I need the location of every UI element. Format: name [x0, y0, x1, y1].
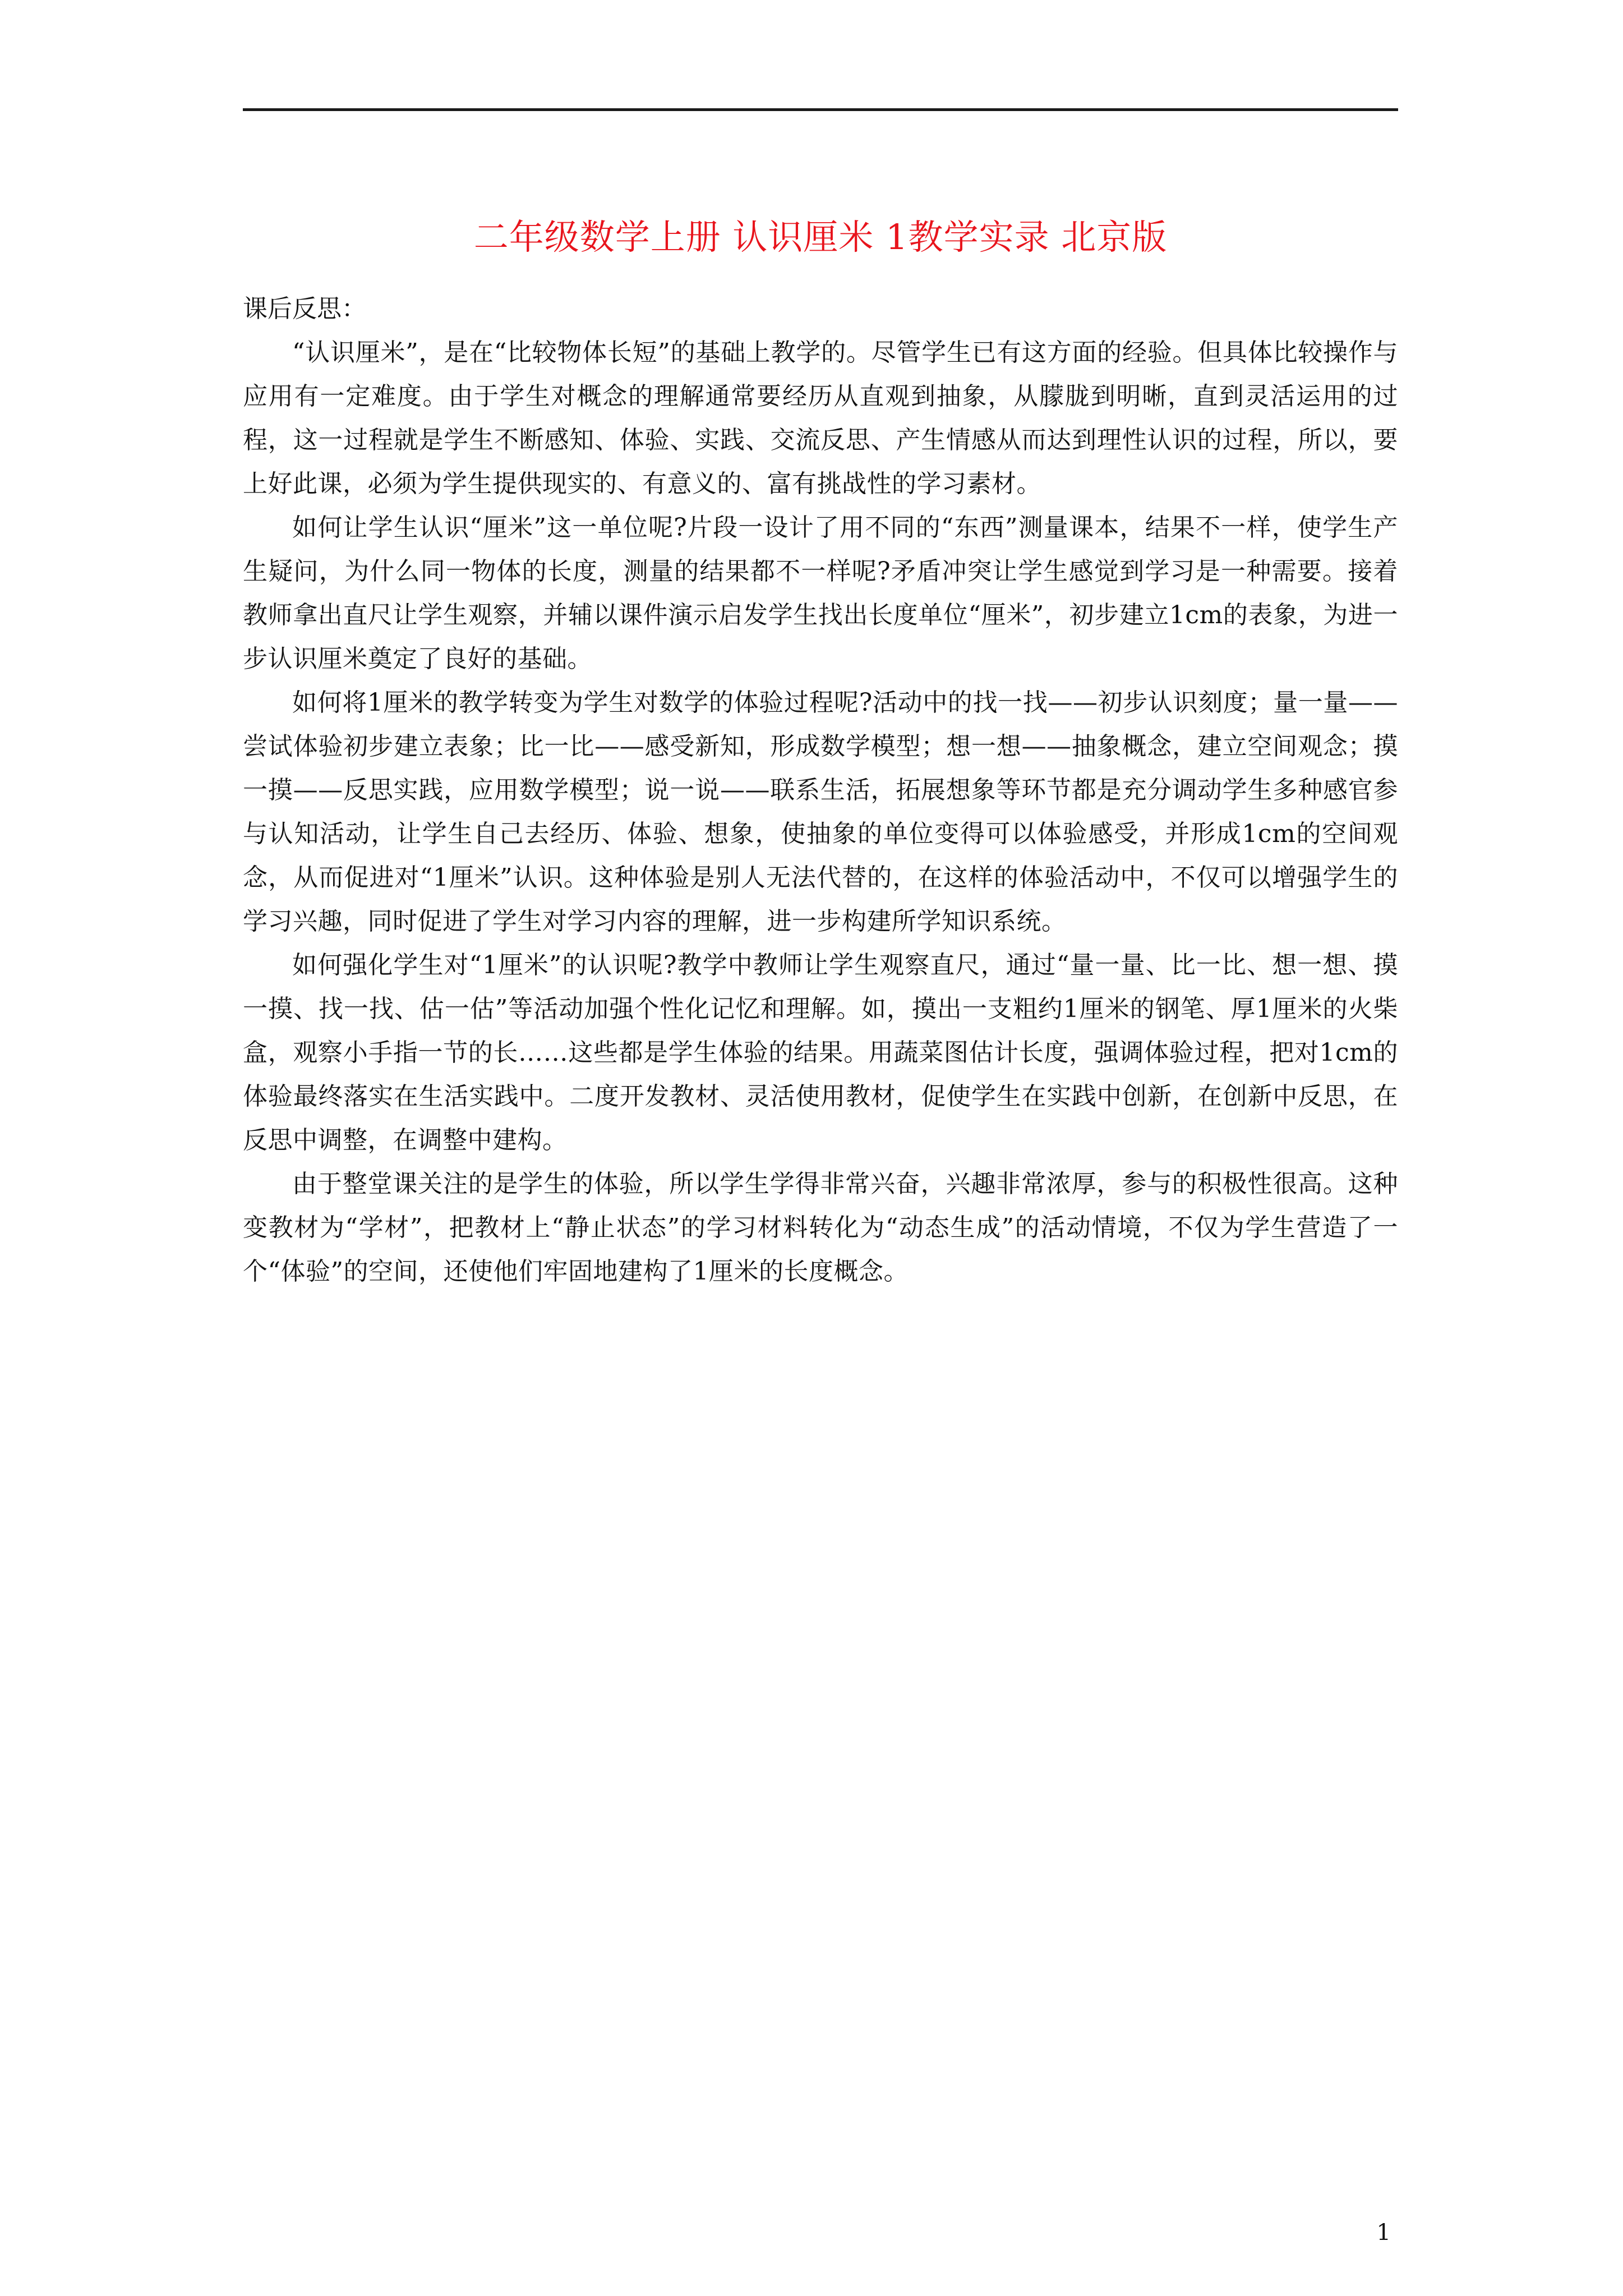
paragraph-5: 由于整堂课关注的是学生的体验，所以学生学得非常兴奋，兴趣非常浓厚，参与的积极性很高。这种变教材为“学材”，把教材上“静止状态”的学习材料转化为“动态生成”的活动情境，不仅为学生营造了一个“体验”的空间，还使他们牢固地建构了1厘米的长度概念。 [243, 1170, 1398, 1286]
paragraph-3: 如何将1厘米的教学转变为学生对数学的体验过程呢?活动中的找一找——初步认识刻度；量一量——尝试体验初步建立表象；比一比——感受新知，形成数学模型；想一想——抽象概念，建立空间观念；摸一摸——反思实践，应用数学模型；说一说——联系生活，拓展想象等环节都是充分调动学生多种感官参与认知活动，让学生自己去经历、体验、想象，使抽象的单位变得可以体验感受，并形成1cm的空间观念，从而促进对“1厘米”认识。这种体验是别人无法代替的，在这样的体验活动中，不仅可以增强学生的学习兴趣，同时促进了学生对学习内容的理解，进一步构建所学知识系统。 [243, 688, 1398, 936]
paragraph-1: “认识厘米”，是在“比较物体长短”的基础上教学的。尽管学生已有这方面的经验。但具体比较操作与应用有一定难度。由于学生对概念的理解通常要经历从直观到抽象，从朦胧到明晰，直到灵活运用的过程，这一过程就是学生不断感知、体验、实践、交流反思、产生情感从而达到理性认识的过程，所以，要上好此课，必须为学生提供现实的、有意义的、富有挑战性的学习素材。 [243, 338, 1398, 498]
document-title: 二年级数学上册 认识厘米 1教学实录 北京版 [473, 217, 1168, 257]
paragraph-2: 如何让学生认识“厘米”这一单位呢?片段一设计了用不同的“东西”测量课本，结果不一样，使学生产生疑问，为什么同一物体的长度，测量的结果都不一样呢?矛盾冲突让学生感觉到学习是一种需要。接着教师拿出直尺让学生观察，并辅以课件演示启发学生找出长度单位“厘米”，初步建立1cm的表象，为进一步认识厘米奠定了良好的基础。 [243, 513, 1398, 673]
document-body [243, 287, 1398, 1294]
header-rule [243, 108, 1398, 111]
paragraph-4: 如何强化学生对“1厘米”的认识呢?教学中教师让学生观察直尺，通过“量一量、比一比、想一想、摸一摸、找一找、估一估”等活动加强个性化记忆和理解。如，摸出一支粗约1厘米的钢笔、厚1厘米的火柴盒，观察小手指一节的长……这些都是学生体验的结果。用蔬菜图估计长度，强调体验过程，把对1cm的体验最终落实在生活实践中。二度开发教材、灵活使用教材，促使学生在实践中创新，在创新中反思，在反思中调整，在调整中建构。 [243, 951, 1398, 1154]
page-number: 1 [1376, 2220, 1391, 2246]
section-label: 课后反思： [243, 295, 366, 323]
